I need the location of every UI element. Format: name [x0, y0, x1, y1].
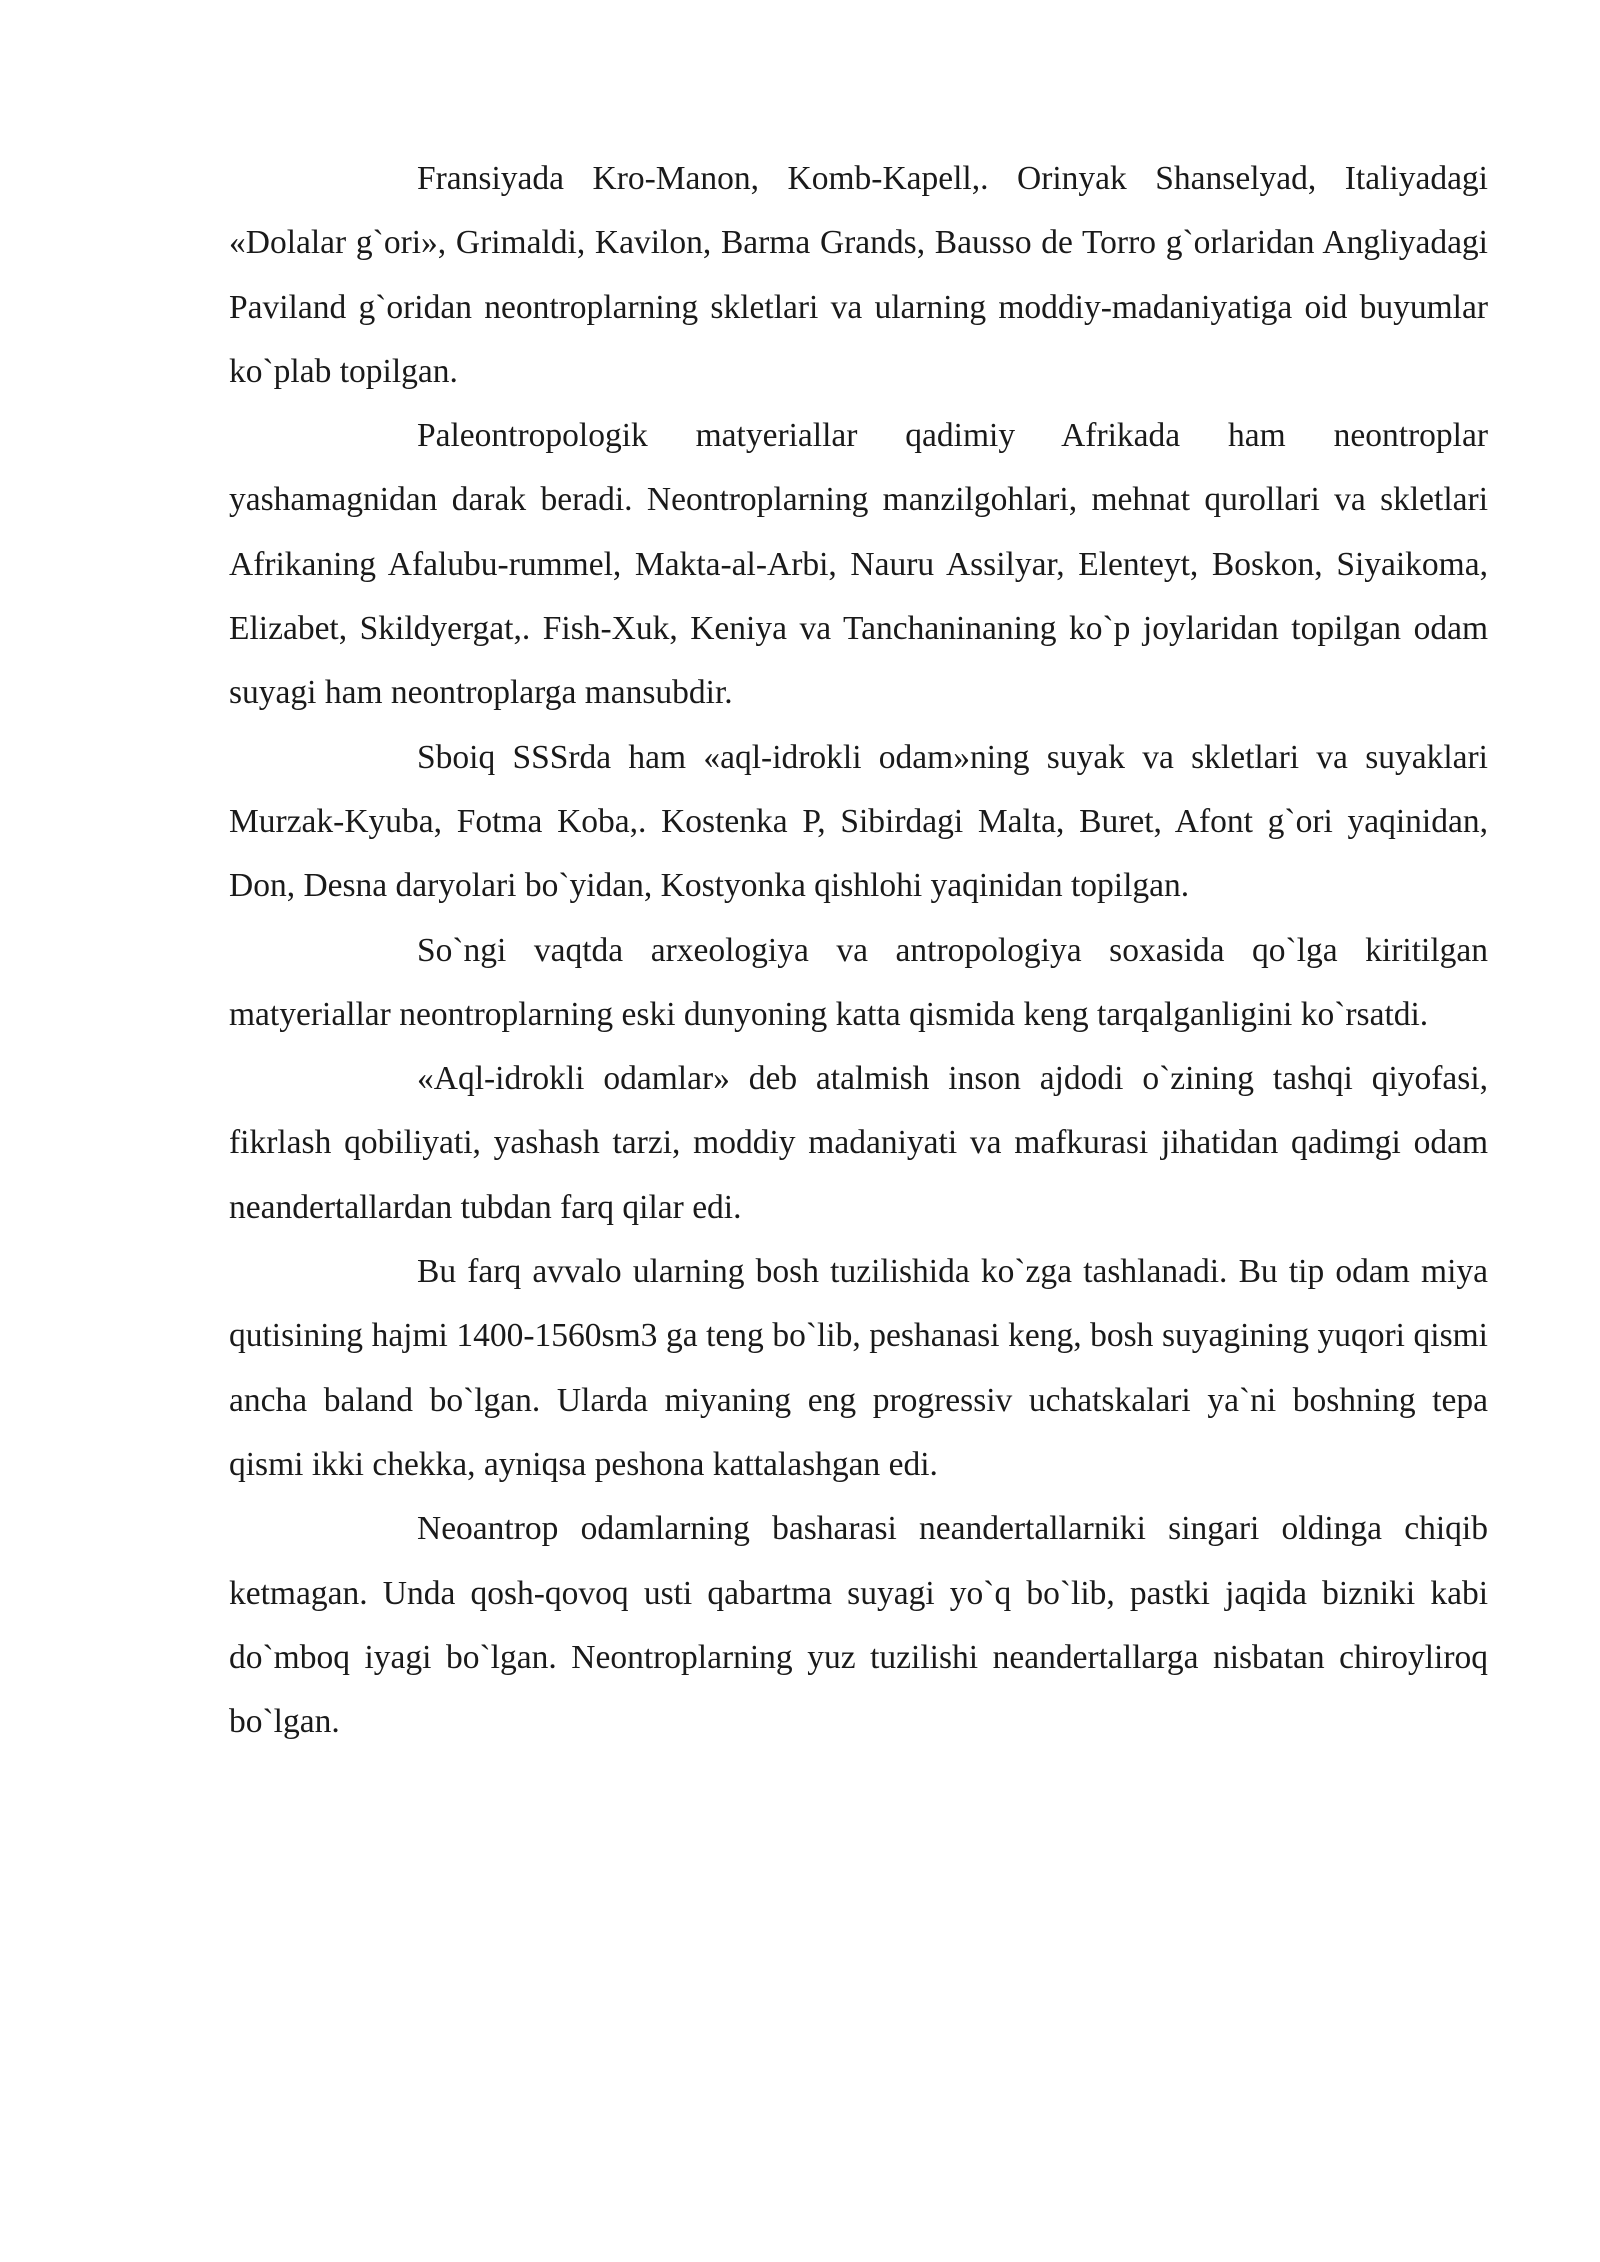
paragraph-3: Sboiq SSSrda ham «aql-idrokli odam»ning suyak va skletlari va suyaklari Murzak-Kyuba, Fotma Koba,. Kostenka P, Sibirdagi Malta, Buret, Afont g`ori yaqinidan, Don, Desna daryolari bo`yidan, Kostyonka qishlohi yaqinidan topilgan. [229, 738, 1488, 905]
paragraph-1: Fransiyada Kro-Manon, Komb-Kapell,. Orinyak Shanselyad, Italiyadagi «Dolalar g`ori», Grimaldi, Kavilon, Barma Grands, Bausso de Torro g`orlaridan Angliyadagi Paviland g`oridan neontroplarning skletlari va ularning moddiy-madaniyatiga oid buyumlar ko`plab topilgan. [229, 160, 1488, 390]
paragraph-4: So`ngi vaqtda arxeologiya va antropologiya soxasida qo`lga kiritilgan matyeriallar neontroplarning eski dunyoning katta qismida keng tarqalganligini ko`rsatdi. [229, 931, 1488, 1033]
paragraph-2: Paleontropologik matyeriallar qadimiy Afrikada ham neontroplar yashamagnidan darak beradi. Neontroplarning manzilgohlari, mehnat qurollari va skletlari Afrikaning Afalubu-rummel, Makta-al-Arbi, Nauru Assilyar, Elenteyt, Boskon, Siyaikoma, Elizabet, Skildyergat,. Fish-Xuk, Keniya va Tanchaninaning ko`p joylaridan topilgan odam suyagi ham neontroplarga mansubdir. [229, 417, 1488, 712]
paragraph-6: Bu farq avvalo ularning bosh tuzilishida ko`zga tashlanadi. Bu tip odam miya qutisining hajmi 1400-1560sm3 ga teng bo`lib, peshanasi keng, bosh suyagining yuqori qismi ancha baland bo`lgan. Ularda miyaning eng progressiv uchatskalari ya`ni boshning tepa qismi ikki chekka, ayniqsa peshona kattalashgan edi. [229, 1253, 1488, 1483]
paragraph-7: Neoantrop odamlarning basharasi neandertallarniki singari oldinga chiqib ketmagan. Unda qosh-qovoq usti qabartma suyagi yo`q bo`lib, pastki jaqida bizniki kabi do`mboq iyagi bo`lgan. Neontroplarning yuz tuzilishi neandertallarga nisbatan chiroyliroq bo`lgan. [229, 1510, 1488, 1741]
document-body [229, 147, 1488, 1754]
paragraph-5: «Aql-idrokli odamlar» deb atalmish inson ajdodi o`zining tashqi qiyofasi, fikrlash qobiliyati, yashash tarzi, moddiy madaniyati va mafkurasi jihatidan qadimgi odam neandertallardan tubdan farq qilar edi. [229, 1060, 1488, 1226]
